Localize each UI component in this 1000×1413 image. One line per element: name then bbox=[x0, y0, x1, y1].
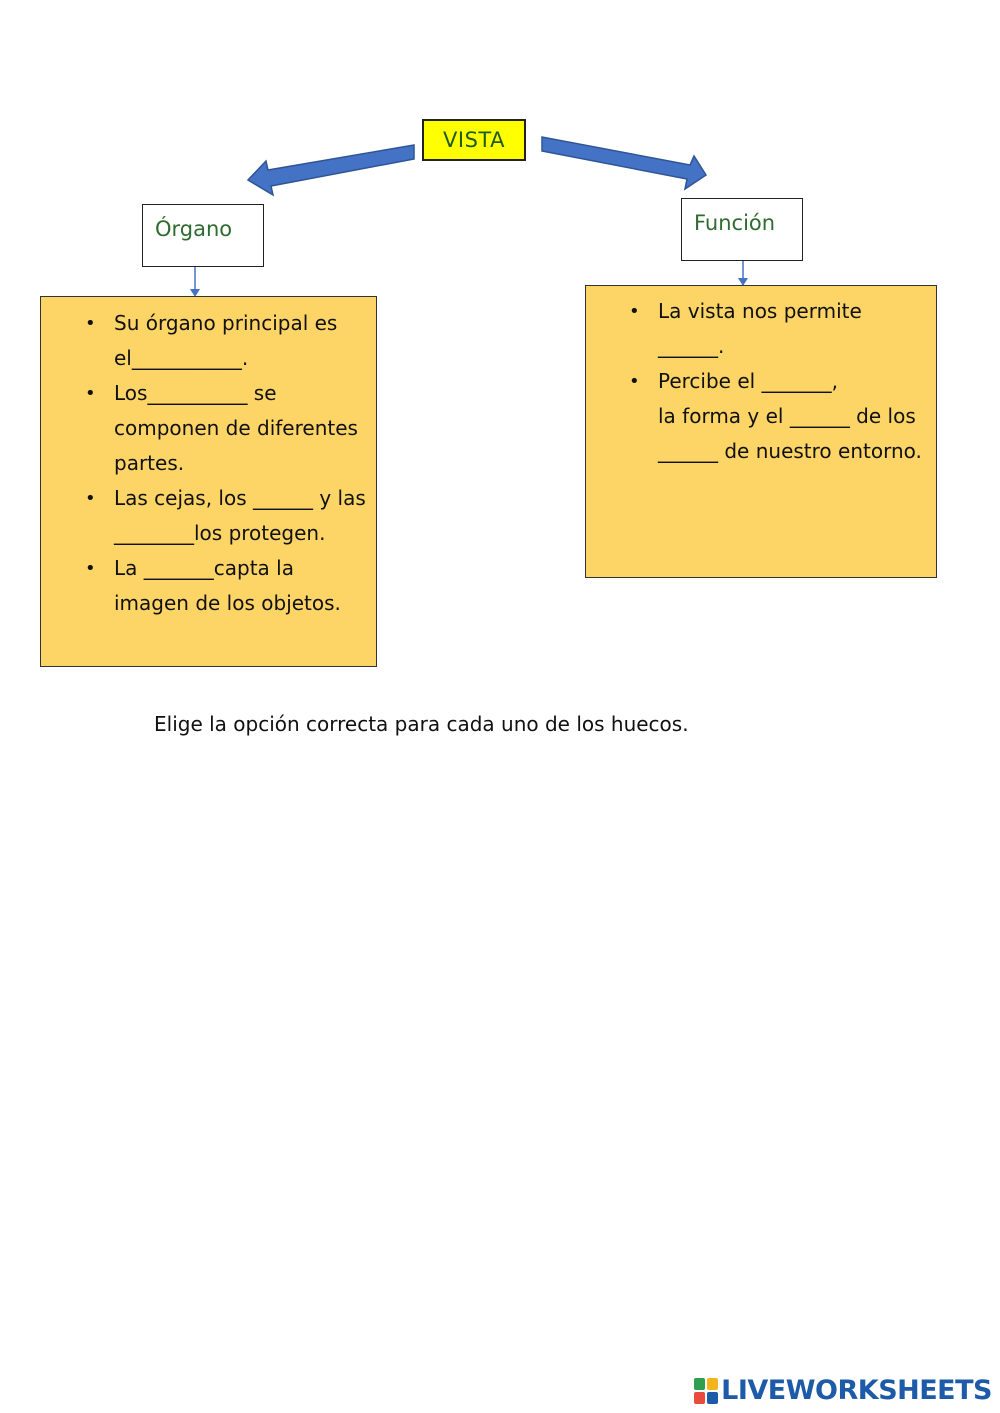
liveworksheets-logo-icon bbox=[694, 1378, 718, 1404]
organ-list-item: • Su órgano principal es el___________. bbox=[114, 306, 366, 376]
left-branch-arrow bbox=[248, 145, 414, 195]
organ-label-box bbox=[142, 204, 264, 267]
function-list-item: • Percibe el _______, la forma y el ______ de los ______ de nuestro entorno. bbox=[658, 364, 928, 469]
instruction-text: Elige la opción correcta para cada uno de los huecos. bbox=[154, 712, 689, 736]
brand-name: LIVEWORKSHEETS bbox=[721, 1375, 992, 1406]
function-list-item: • La vista nos permite ______. bbox=[658, 294, 928, 364]
liveworksheets-brand bbox=[694, 1375, 992, 1406]
function-label-box bbox=[681, 198, 803, 261]
organ-info-box bbox=[40, 296, 377, 667]
organ-list-item: • Los__________ se componen de diferentes partes. bbox=[114, 376, 366, 481]
diagram-title-box bbox=[422, 119, 526, 161]
organ-label: Órgano bbox=[155, 217, 233, 241]
function-list bbox=[630, 294, 928, 469]
organ-list-item: • Las cejas, los ______ y las ________los protegen. bbox=[114, 481, 366, 551]
diagram-title: VISTA bbox=[443, 128, 505, 152]
organ-list-item: • La _______capta la imagen de los objetos. bbox=[114, 551, 366, 621]
right-branch-arrow bbox=[542, 137, 706, 189]
organ-list bbox=[86, 306, 366, 621]
function-info-box bbox=[585, 285, 937, 578]
function-label: Función bbox=[694, 211, 776, 235]
